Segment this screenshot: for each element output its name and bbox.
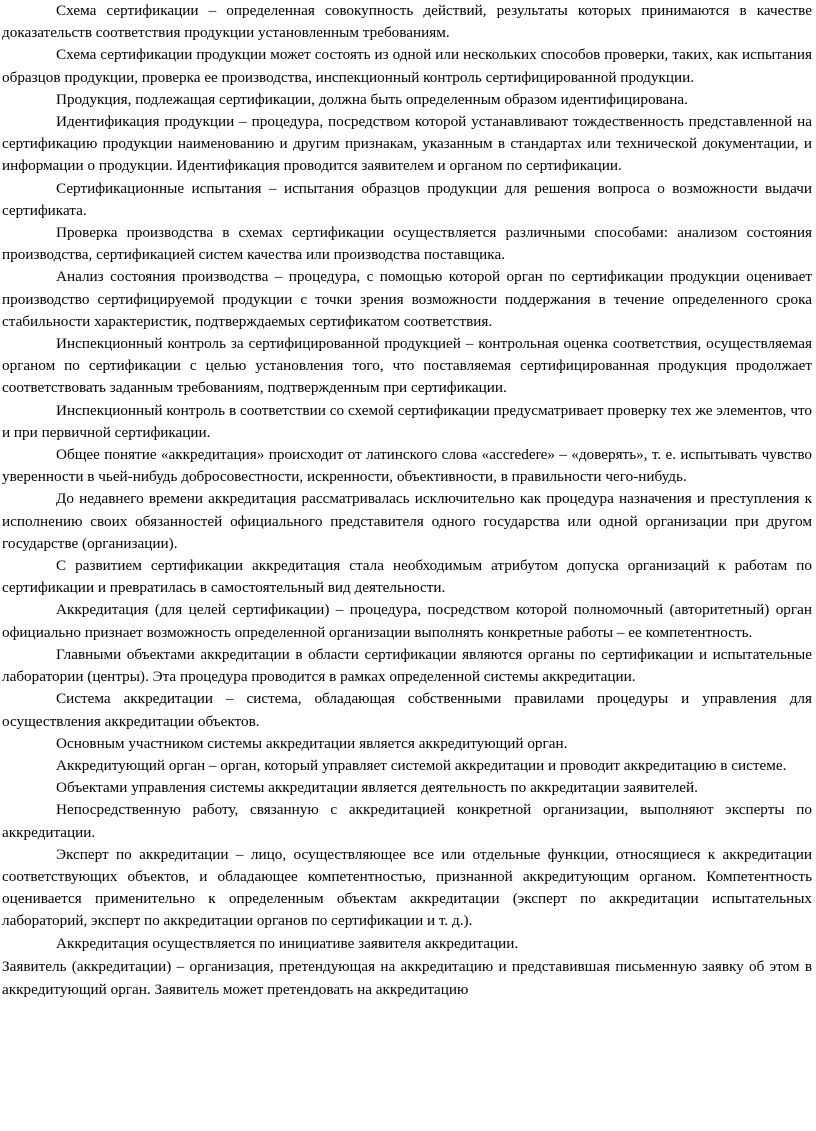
paragraph-22: Заявитель (аккредитации) – организация, претендующая на аккредитацию и представившая письменную заявку об этом в аккредитующий орган. Заявитель может претендовать на аккредитацию xyxy=(2,957,812,999)
paragraph-5: Сертификационные испытания – испытания образцов продукции для решения вопроса о возможности выдачи сертификата. xyxy=(2,179,812,219)
paragraph-8: Инспекционный контроль за сертифицированной продукцией – контрольная оценка соответствия, осуществляемая органом по сертификации с целью установления того, что поставляемая сертифицированная продукция продолжает соответствовать заданным требованиям, подтвержденным при сертификации. xyxy=(2,335,812,397)
paragraph-1: Схема сертификации – определенная совокупность действий, результаты которых принимаются в качестве доказательств соответствия продукции установленным требованиям. xyxy=(2,2,812,42)
paragraph-19: Непосредственную работу, связанную с аккредитацией конкретной организации, выполняют эксперты по аккредитации. xyxy=(2,801,812,841)
paragraph-10: Общее понятие «аккредитация» происходит от латинского слова «accredere» – «доверять», т. е. испытывать чувство уверенности в чьей-нибудь добросовестности, искренности, объективности, в правильности чего-нибудь. xyxy=(2,446,812,486)
paragraph-21: Аккредитация осуществляется по инициативе заявителя аккредитации. xyxy=(56,934,519,952)
paragraph-4: Идентификация продукции – процедура, посредством которой устанавливают тождественность представленной на сертификацию продукции наименованию и другим признакам, указанным в стандартах или технической документации, и информации о продукции. Идентификация проводится заявителем и органом по сертификации. xyxy=(2,113,812,175)
paragraph-13: Аккредитация (для целей сертификации) – процедура, посредством которой полномочный (авторитетный) орган официально признает возможность определенной организации выполнять конкретные работы – ее компетентность. xyxy=(2,601,812,641)
paragraph-17: Аккредитующий орган – орган, который управляет системой аккредитации и проводит аккредитацию в системе. xyxy=(56,756,787,774)
paragraph-20: Эксперт по аккредитации – лицо, осуществляющее все или отдельные функции, относящиеся к аккредитации соответствующих объектов, и обладающее компетентностью, признанной аккредитующим органом. Компетентность оценивается применительно к определенным объектам аккредитации (эксперт по аккредитации испытательных лабораторий, эксперт по аккредитации органов по сертификации и т. д.). xyxy=(2,845,812,930)
paragraph-3: Продукция, подлежащая сертификации, должна быть определенным образом идентифицирована. xyxy=(56,90,688,108)
paragraph-15: Система аккредитации – система, обладающая собственными правилами процедуры и управления для осуществления аккредитации объектов. xyxy=(2,690,812,730)
paragraph-11: До недавнего времени аккредитация рассматривалась исключительно как процедура назначения и преступления к исполнению своих обязанностей официального представителя одного государства или одной организации при другом государстве (организации). xyxy=(2,490,812,552)
paragraph-16: Основным участником системы аккредитации является аккредитующий орган. xyxy=(56,734,568,752)
paragraph-7: Анализ состояния производства – процедура, с помощью которой орган по сертификации продукции оценивает производство сертифицируемой продукции с точки зрения возможности поддержания в течение определенного срока стабильности характеристик, подтверждаемых сертификатом соответствия. xyxy=(2,268,812,330)
paragraph-9: Инспекционный контроль в соответствии со схемой сертификации предусматривает проверку тех же элементов, что и при первичной сертификации. xyxy=(2,401,812,441)
paragraph-18: Объектами управления системы аккредитации является деятельность по аккредитации заявителей. xyxy=(56,779,698,797)
paragraph-14: Главными объектами аккредитации в области сертификации являются органы по сертификации и испытательные лаборатории (центры). Эта процедура проводится в рамках определенной системы аккредитации. xyxy=(2,645,812,686)
paragraph-12: С развитием сертификации аккредитация стала необходимым атрибутом допуска организаций к работам по сертификации и превратилась в самостоятельный вид деятельности. xyxy=(2,557,812,597)
paragraph-6: Проверка производства в схемах сертификации осуществляется различными способами: анализом состояния производства, сертификацией систем качества или производства поставщика. xyxy=(2,224,812,264)
paragraph-2: Схема сертификации продукции может состоять из одной или нескольких способов проверки, таких, как испытания образцов продукции, проверка ее производства, инспекционный контроль сертифицированной продукции. xyxy=(2,46,812,86)
